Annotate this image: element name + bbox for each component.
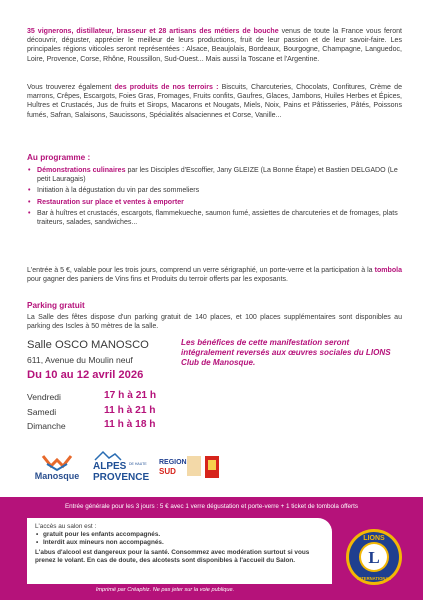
products-before: Vous trouverez également: [27, 84, 115, 91]
program-item: [27, 186, 402, 195]
program-item-text: Bar à huîtres et crustacés, escargots, flammekueche, saumon fumé, assiettes de charcuteries et de fromages, plats traiteurs, salades, sandwiches...: [37, 209, 398, 227]
manosque-logo: [27, 452, 87, 486]
bullet: •: [28, 187, 31, 195]
program-item-lead: Restauration sur place et ventes à emporter: [37, 198, 184, 206]
alpes-small-text: DE HAUTE: [129, 462, 147, 466]
program-item: [27, 198, 402, 207]
red-square-logo: [205, 456, 219, 478]
schedule-hours: 11 h à 18 h: [104, 419, 156, 430]
entry-after: pour gagner des paniers de Vins fins et Produits du terroir offerts par les exposants.: [27, 276, 289, 284]
parking-title: Parking gratuit: [27, 301, 85, 310]
bullet: •: [28, 167, 31, 174]
printer-note: Imprimé par Créaphiz. Ne pas jeter sur la voie publique.: [95, 587, 235, 593]
bullet: •: [28, 198, 31, 206]
schedule-day: Vendredi: [27, 392, 61, 402]
region-emblem: [187, 456, 201, 476]
benefits-note: Les bénéfices de cette manifestation seront intégralement reversés aux œuvres sociales du LIONS Club de Manosque.: [181, 338, 391, 368]
intro-paragraph: [27, 27, 402, 64]
venue-address: 611, Avenue du Moulin neuf: [27, 355, 133, 365]
access-title: L'accès au salon est :: [35, 523, 97, 530]
program-item-text: Initiation à la dégustation du vin par des sommeliers: [37, 187, 200, 195]
intro-text: venus de toute la France vous feront découvrir, déguster, apprécier le meilleur de leurs productions, fruit de leur passion et de leur savoir-faire. Les principales régions viticoles seront représentées : Alsace, Beaujolais, Bordeaux, Bourgogne, Champagne, Languedoc, Loire, Provence, Corse, Rhône, Roussillon, Sud-Ouest... Mais aussi la Toscane et l'Argentine.: [27, 28, 402, 63]
alpes-top-text: ALPES: [93, 461, 127, 472]
bullet: •: [36, 539, 39, 547]
schedule-hours: 17 h à 21 h: [104, 390, 157, 401]
program-item: [27, 166, 402, 184]
partner-logos: [27, 450, 217, 486]
entry-paragraph: [27, 266, 402, 284]
schedule-day: Samedi: [27, 406, 57, 417]
manosque-logo-text: Manosque: [34, 471, 80, 481]
region-sud-logo: [157, 452, 203, 486]
products-text: Biscuits, Charcuteries, Chocolats, Confitures, Crème de marrons, Crêpes, Escargots, Foies Gras, Fromages, Fruits confits, Gaufres, Glaces, Jambons, Huiles Herbes et Épices, Huîtres et Crustacés, Jus de fruits et Sirops, Macarons et Nougats, Miels, Noix, Pains et Pâtisseries, Pâtés, Poissons fumés, Safran, Salaisons, Saucissons, Spécialités alsaciennes et Corse, Vanille...: [27, 84, 402, 119]
entry-before: L'entrée à 5 €, valable pour les trois jours, comprend un verre sérigraphié, un porte-verre et la participation à la: [27, 267, 375, 274]
bullet: •: [36, 531, 39, 539]
products-paragraph: [27, 83, 402, 120]
schedule-day: Dimanche: [27, 421, 66, 431]
bullet: •: [28, 209, 31, 217]
schedule-hours: 11 h à 21 h: [104, 404, 156, 416]
alpes-haute-provence-logo: [91, 450, 153, 486]
region-top-text: REGION: [159, 459, 187, 466]
lions-top-text: LIONS: [363, 535, 385, 542]
program-item-lead: Démonstrations culinaires: [37, 167, 126, 174]
products-lead: des produits de nos terroirs :: [114, 84, 219, 91]
entry-lead: tombola: [374, 267, 402, 274]
region-bottom-text: SUD: [159, 467, 176, 476]
program-item: [27, 209, 402, 227]
lions-letter: L: [368, 548, 380, 567]
intro-lead: 35 vignerons, distillateur, brasseur et 28 artisans des métiers de bouche: [27, 28, 279, 35]
program-title: Au programme :: [27, 153, 91, 162]
program-list: [27, 166, 402, 229]
parking-text: La Salle des fêtes dispose d'un parking gratuit de 140 places, et 100 places supplémentaires sont disponibles au parking des Iscles à 50 mètres de la salle.: [27, 314, 402, 331]
access-item: • Interdit aux mineurs non accompagnés.: [36, 539, 164, 547]
venue-name: Salle OSCO MANOSCO: [27, 339, 149, 351]
event-dates: Du 10 au 12 avril 2026: [27, 369, 144, 381]
lions-bottom-text: INTERNATIONAL: [357, 576, 391, 581]
program-item-text: par les Disciples d'Escoffier, Jany GLEIZE (La Bonne Étape) et Bastien DELGADO (Le petit Lauragais): [37, 167, 398, 184]
general-entry-note: Entrée générale pour les 3 jours : 5 € avec 1 verre dégustation et porte-verre + 1 ticket de tombola offerts: [64, 503, 359, 510]
alpes-bottom-text: PROVENCE: [93, 472, 150, 483]
lions-international-logo: [345, 528, 403, 586]
alcohol-warning: L'abus d'alcool est dangereux pour la santé. Consommez avec modération surtout si vous prenez le volant. En cas de doute, des alcotests sont disponibles à l'accueil du Salon.: [35, 548, 310, 564]
access-info-box: [27, 518, 332, 584]
access-item: • gratuit pour les enfants accompagnés.: [36, 531, 161, 539]
